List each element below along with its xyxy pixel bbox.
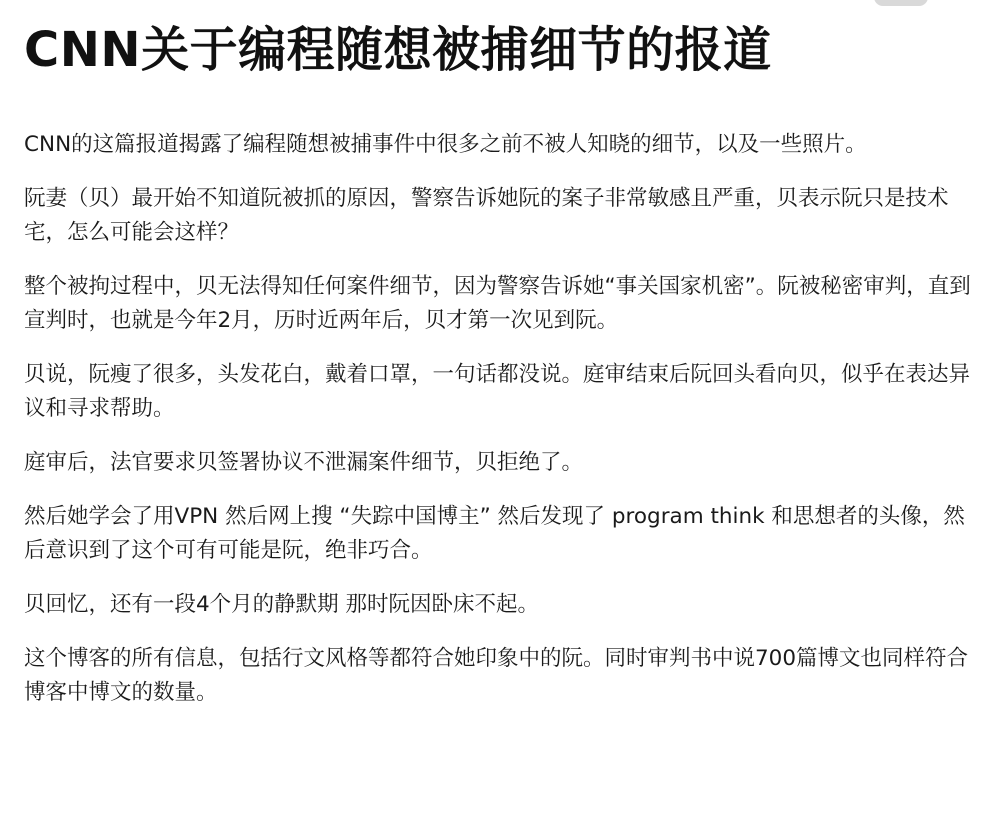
paragraph-2: 阮妻（贝）最开始不知道阮被抓的原因，警察告诉她阮的案子非常敏感且严重，贝表示阮只是技术宅，怎么可能会这样？ (24, 186, 949, 245)
paragraph-5: 庭审后，法官要求贝签署协议不泄漏案件细节，贝拒绝了。 (24, 450, 584, 475)
article (24, 0, 974, 730)
paragraph-3: 整个被拘过程中，贝无法得知任何案件细节，因为警察告诉她“事关国家机密”。阮被秘密审判，直到宣判时，也就是今年2月，历时近两年后，贝才第一次见到阮。 (24, 274, 971, 333)
article-body (24, 128, 974, 710)
paragraph-8: 这个博客的所有信息，包括行文风格等都符合她印象中的阮。同时审判书中说700篇博文也同样符合博客中博文的数量。 (24, 646, 969, 705)
paragraph-1: CNN的这篇报道揭露了编程随想被捕事件中很多之前不被人知晓的细节，以及一些照片。 (24, 132, 867, 157)
paragraph-6: 然后她学会了用VPN 然后网上搜 “失踪中国博主” 然后发现了 program think 和思想者的头像，然后意识到了这个可有可能是阮，绝非巧合。 (24, 504, 965, 563)
article-title: CNN关于编程随想被捕细节的报道 (24, 22, 772, 78)
paragraph-7: 贝回忆，还有一段4个月的静默期 那时阮因卧床不起。 (24, 592, 540, 617)
paragraph-4: 贝说，阮瘦了很多，头发花白，戴着口罩，一句话都没说。庭审结束后阮回头看向贝，似乎在表达异议和寻求帮助。 (24, 362, 971, 421)
